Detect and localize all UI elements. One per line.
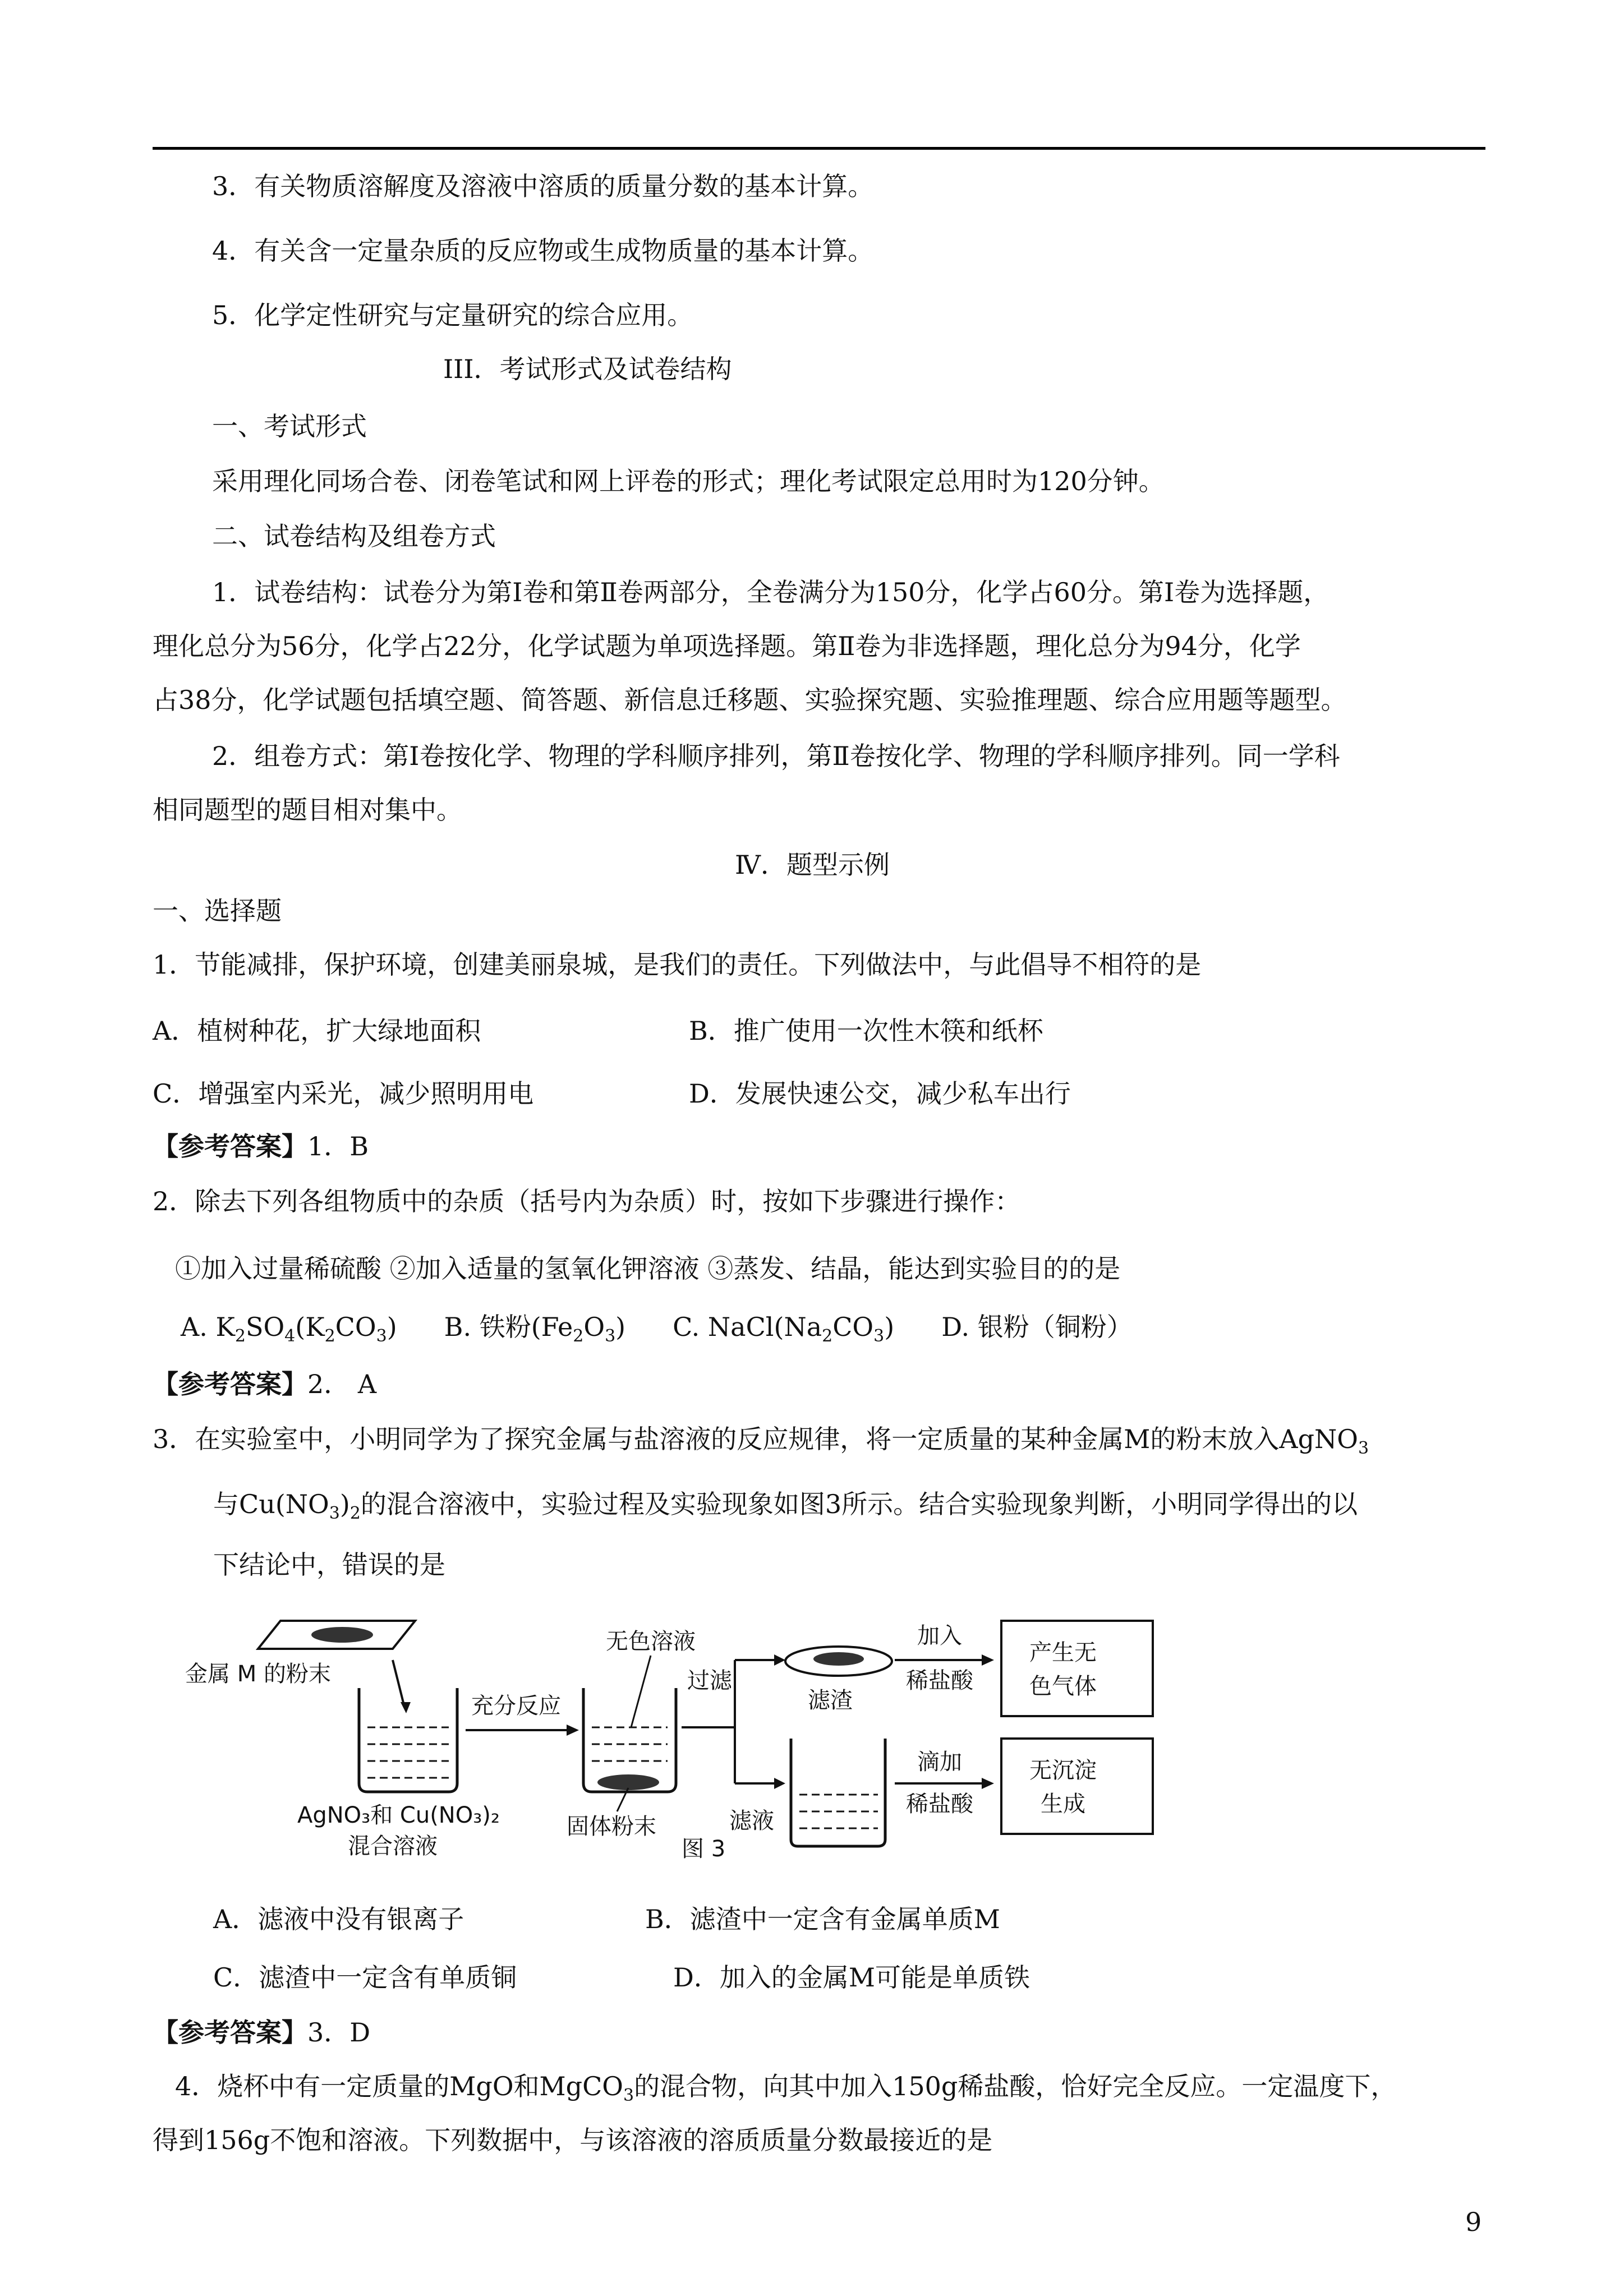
text-line: 采用理化同场合卷、闭卷笔试和网上评卷的形式；理化考试限定总用时为120分钟。 — [212, 466, 1165, 496]
subsection-heading: 一、选择题 — [153, 896, 282, 926]
result-box — [1001, 1621, 1153, 1716]
answer-3 — [153, 2016, 370, 2049]
question-3-line2: 与$Cu(NO_3)_2$的混合溶液中，实验过程及实验现象如图3所示。结合实验现象判断，小明同学得出的以 — [213, 1489, 1358, 1523]
answer-1 — [153, 1129, 369, 1163]
label-filtrate: 滤液 — [729, 1808, 774, 1834]
figure-caption: 图 3 — [682, 1836, 726, 1862]
answer-tag: 【参考答案】 — [153, 1131, 307, 1161]
label-result-gas: 产生无 — [1029, 1640, 1097, 1666]
experiment-figure — [180, 1615, 1161, 1862]
page-number: 9 — [1465, 2207, 1482, 2237]
label-mixed-solution: 混合溶液 — [348, 1833, 438, 1859]
arrow-icon — [774, 1654, 785, 1666]
subsection-heading: 二、试卷结构及组卷方式 — [212, 521, 496, 551]
question-4: 4．烧杯中有一定质量的MgO和MgCO$_3$的混合物，向其中加入150g稀盐酸，恰好完全反应。一定温度下， — [175, 2071, 1397, 2105]
solid-powder-icon — [597, 1774, 659, 1790]
powder-icon — [311, 1627, 373, 1643]
arrow-icon — [774, 1778, 785, 1789]
option-a: A．植树种花，扩大绿地面积 — [153, 1016, 481, 1046]
text-line: 相同题型的题目相对集中。 — [153, 795, 462, 825]
section-heading: III．考试形式及试卷结构 — [443, 354, 732, 384]
text-line: 4．有关含一定量杂质的反应物或生成物质量的基本计算。 — [212, 236, 874, 266]
label-result-no-precipitate: 无沉淀 — [1029, 1758, 1097, 1783]
text-line: 2．组卷方式：第Ⅰ卷按化学、物理的学科顺序排列，第Ⅱ卷按化学、物理的学科顺序排列。同一学科 — [212, 741, 1340, 771]
arrow-icon — [982, 1778, 994, 1789]
text-line: 5．化学定性研究与定量研究的综合应用。 — [212, 300, 693, 330]
question-4-line2: 得到156g不饱和溶液。下列数据中，与该溶液的溶质质量分数最接近的是 — [153, 2125, 993, 2155]
subsection-heading: 一、考试形式 — [212, 411, 367, 441]
option-d: D. 银粉（铜粉） — [941, 1312, 1133, 1342]
option-c: C．滤渣中一定含有单质铜 — [213, 1962, 517, 1993]
question-3-line3: 下结论中，错误的是 — [213, 1550, 445, 1580]
option-c: C. $NaCl(Na_2CO_3)$ — [673, 1312, 895, 1346]
arrow-icon — [982, 1654, 994, 1666]
question-3: 3．在实验室中，小明同学为了探究金属与盐溶液的反应规律，将一定质量的某种金属M的粉末放入AgNO$_3$ — [153, 1424, 1369, 1458]
answer-value: 2． A — [307, 1369, 377, 1399]
label-full-reaction: 充分反应 — [471, 1693, 561, 1719]
option-b: B．滤渣中一定含有金属单质M — [645, 1904, 1000, 1934]
residue-icon — [813, 1652, 864, 1666]
label-metal-powder: 金属 M 的粉末 — [185, 1661, 331, 1687]
label-add: 加入 — [917, 1623, 962, 1649]
text-line: 理化总分为56分，化学占22分，化学试题为单项选择题。第Ⅱ卷为非选择题，理化总分为94分，化学 — [153, 631, 1301, 661]
label-dilute-hcl: 稀盐酸 — [906, 1668, 973, 1694]
option-a: A. $K_2SO_4(K_2CO_3)$ — [181, 1312, 397, 1346]
option-a: A．滤液中没有银离子 — [213, 1904, 464, 1934]
label-drop-add: 滴加 — [917, 1749, 962, 1775]
option-b: B. 铁粉$(Fe_2O_3)$ — [444, 1312, 626, 1346]
label-dilute-hcl: 稀盐酸 — [906, 1791, 973, 1817]
beaker-icon — [791, 1739, 885, 1846]
label-colorless-solution: 无色溶液 — [606, 1629, 696, 1654]
text-line: 3．有关物质溶解度及溶液中溶质的质量分数的基本计算。 — [212, 171, 874, 201]
question-2-options — [181, 1310, 1133, 1353]
answer-tag: 【参考答案】 — [153, 1369, 307, 1399]
answer-tag: 【参考答案】 — [153, 2017, 307, 2048]
answer-value: 1．B — [307, 1131, 369, 1161]
label-mixture: AgNO₃和 Cu(NO₃)₂ — [297, 1802, 500, 1828]
answer-value: 3．D — [307, 2017, 371, 2048]
label-filter: 过滤 — [687, 1668, 732, 1694]
arrow-icon — [567, 1725, 579, 1736]
text-line: 1．试卷结构：试卷分为第Ⅰ卷和第Ⅱ卷两部分，全卷满分为150分，化学占60分。第Ⅰ卷为选择题， — [212, 577, 1329, 607]
option-c: C．增强室内采光，减少照明用电 — [153, 1078, 534, 1109]
section-heading: Ⅳ．题型示例 — [735, 850, 890, 880]
result-box — [1001, 1739, 1153, 1834]
answer-2 — [153, 1367, 376, 1401]
label-residue: 滤渣 — [808, 1688, 853, 1713]
question-2-steps: ①加入过量稀硫酸 ②加入适量的氢氧化钾溶液 ③蒸发、结晶，能达到实验目的的是 — [175, 1253, 1121, 1284]
option-b: B．推广使用一次性木筷和纸杯 — [689, 1016, 1043, 1046]
header-rule — [153, 147, 1485, 150]
label-result-generated: 生成 — [1041, 1791, 1085, 1817]
question-2: 2．除去下列各组物质中的杂质（括号内为杂质）时，按如下步骤进行操作： — [153, 1186, 1021, 1216]
question-1: 1．节能减排，保护环境，创建美丽泉城，是我们的责任。下列做法中，与此倡导不相符的是 — [153, 949, 1202, 980]
text-line: 占38分，化学试题包括填空题、简答题、新信息迁移题、实验探究题、实验推理题、综合应用题等题型。 — [153, 685, 1347, 715]
option-d: D．加入的金属M可能是单质铁 — [673, 1962, 1030, 1993]
option-d: D．发展快速公交，减少私车出行 — [689, 1078, 1071, 1109]
label-result-gas-2: 色气体 — [1029, 1673, 1097, 1699]
label-solid-powder: 固体粉末 — [567, 1814, 656, 1839]
